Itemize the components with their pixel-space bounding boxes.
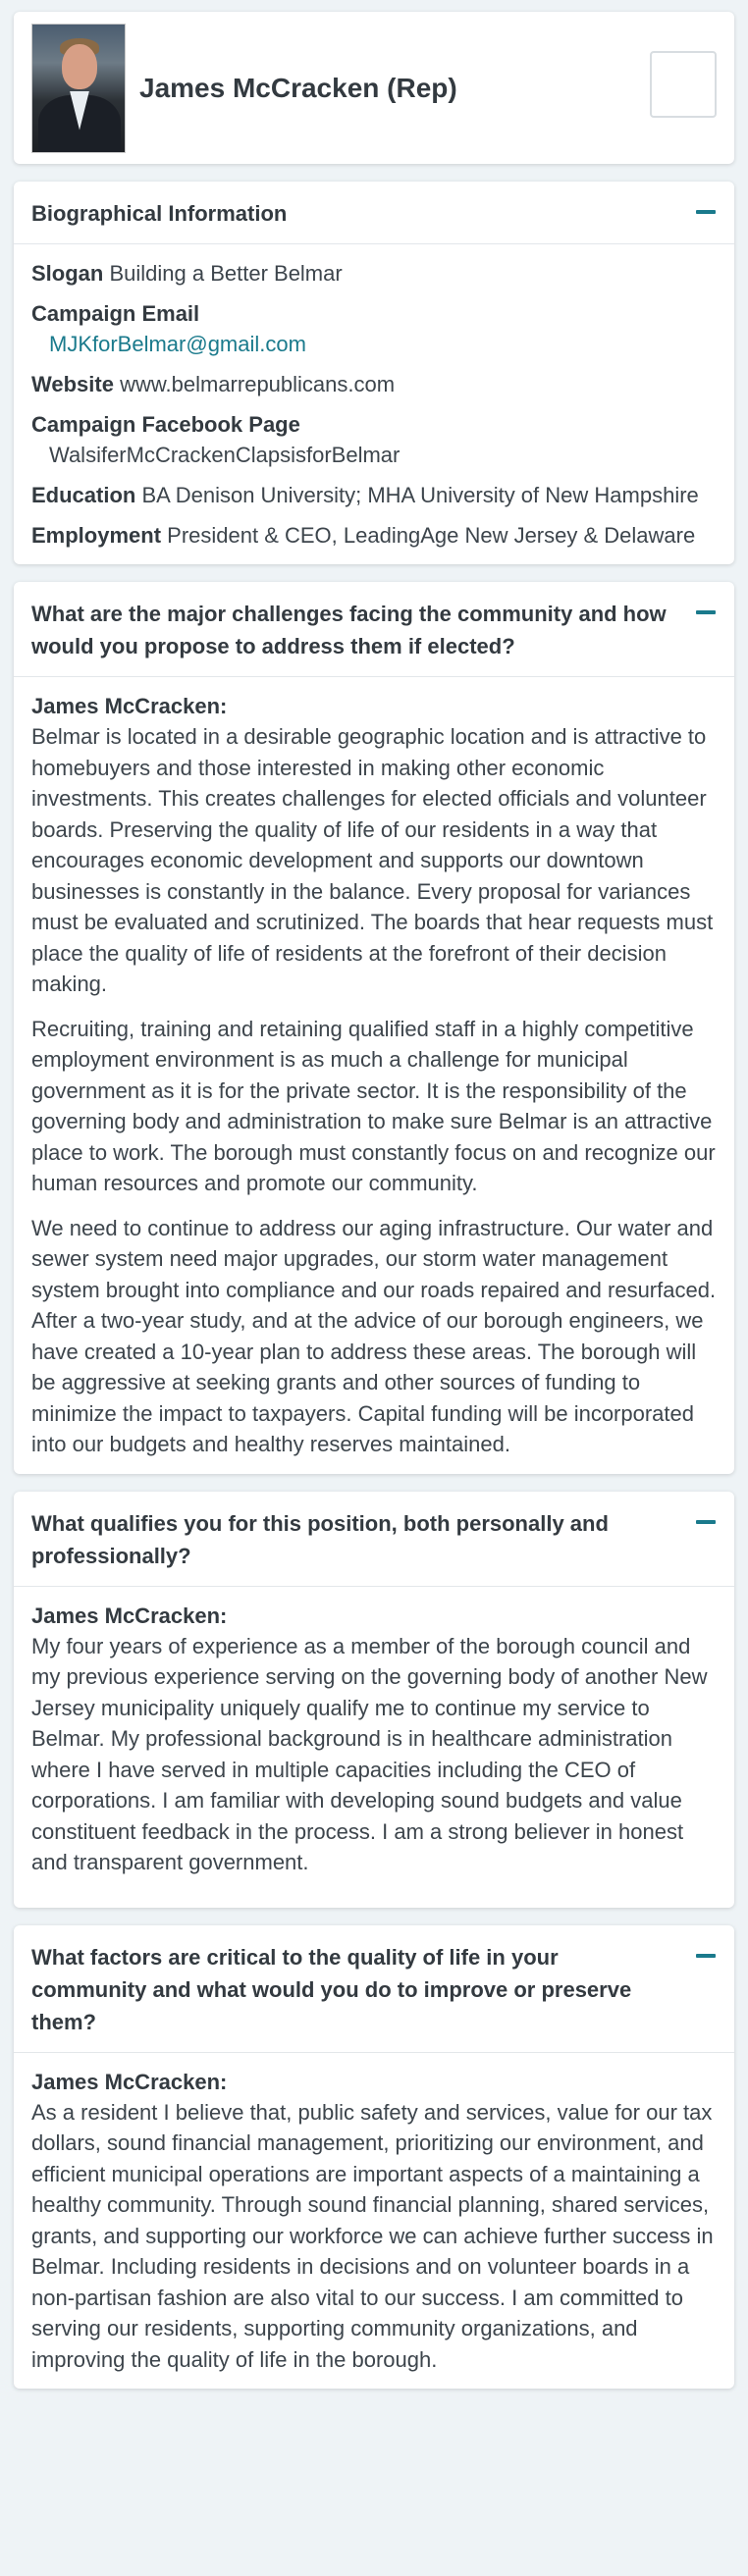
bio-row-slogan	[31, 258, 717, 289]
candidate-photo	[31, 24, 126, 153]
question-title: What factors are critical to the quality of life in your community and what would you do to improve or preserve them?	[31, 1944, 632, 2034]
candidate-header-card	[14, 12, 734, 164]
bio-label: Campaign Facebook Page	[31, 412, 300, 437]
bio-section	[14, 182, 734, 564]
bio-section-header[interactable]	[14, 182, 734, 244]
question-answer	[14, 2053, 734, 2390]
answer-author: James McCracken:	[31, 2069, 228, 2094]
bio-row-facebook	[31, 409, 717, 470]
bio-label: Education	[31, 483, 136, 507]
bio-value: WalsiferMcCrackenClapsisforBelmar	[49, 443, 401, 467]
bio-value: President & CEO, LeadingAge New Jersey & Delaware	[167, 523, 696, 548]
answer-paragraph: We need to continue to address our aging infrastructure. Our water and sewer system need major upgrades, our storm water management system brought into compliance and our roads repaired and resurfaced. After a two-year study, and at the advice of our borough engineers, we have created a 10-year plan to address these areas. The borough will be aggressive at seeking grants and other sources of funding to minimize the impact to taxpayers. Capital funding will be incorporated into our budgets and healthy reserves maintained.	[31, 1215, 717, 1456]
collapse-minus-icon[interactable]	[695, 1511, 717, 1533]
bio-row-website	[31, 369, 717, 399]
question-section	[14, 1925, 734, 2390]
answer-paragraph: Belmar is located in a desirable geographic location and is attractive to homebuyers and those interested in making other economic investments. This creates challenges for elected officials and volunteer boards. Preserving the quality of life of our residents in a way that encourages economic development and supports our downtown businesses is constantly in the balance. Every proposal for variances must be evaluated and scrutinized. The boards that hear requests must place the quality of life of residents at the forefront of their decision making.	[31, 724, 714, 996]
answer-author: James McCracken:	[31, 1603, 228, 1628]
bio-row-campaign-email	[31, 298, 717, 359]
bio-label: Employment	[31, 523, 162, 548]
bio-label: Campaign Email	[31, 301, 200, 326]
question-section	[14, 1492, 734, 1908]
bio-label: Slogan	[31, 261, 104, 286]
candidate-name: James McCracken (Rep)	[139, 72, 457, 103]
bio-label: Website	[31, 372, 114, 396]
bio-section-body	[14, 244, 734, 564]
question-header[interactable]	[14, 582, 734, 677]
bio-value: www.belmarrepublicans.com	[120, 372, 396, 396]
section-title: Biographical Information	[31, 201, 288, 226]
question-header[interactable]	[14, 1925, 734, 2053]
campaign-email-link[interactable]: MJKforBelmar@gmail.com	[49, 332, 306, 356]
answer-paragraph: My four years of experience as a member of the borough council and my previous experience serving on the governing body of another New Jersey municipality uniquely qualify me to continue my service to Belmar. My professional background is in healthcare administration where I have served in multiple capacities including the CEO of corporations. I am familiar with developing sound budgets and value constituent feedback in the process. I am a strong believer in honest and transparent government.	[31, 1633, 708, 1874]
answer-paragraph: As a resident I believe that, public safety and services, value for our tax dollars, sound financial management, prioritizing our environment, and efficient municipal operations are important aspects of a maintaining a healthy community. Through sound financial planning, shared services, grants, and supporting our workforce we can achieve further success in Belmar. Including residents in decisions and on volunteer boards in a non-partisan fashion are also vital to our success. I am committed to serving our residents, supporting community organizations, and improving the quality of life in the borough.	[31, 2099, 714, 2372]
question-title: What are the major challenges facing the community and how would you propose to address them if elected?	[31, 602, 667, 658]
question-title: What qualifies you for this position, both personally and professionally?	[31, 1510, 609, 1568]
collapse-minus-icon[interactable]	[695, 201, 717, 223]
bio-row-education	[31, 480, 717, 510]
question-answer	[14, 677, 734, 1474]
question-section	[14, 582, 734, 1474]
bio-row-employment	[31, 520, 717, 551]
collapse-minus-icon[interactable]	[695, 602, 717, 623]
answer-author: James McCracken:	[31, 694, 228, 718]
bio-value: BA Denison University; MHA University of New Hampshire	[141, 483, 699, 507]
bio-value: Building a Better Belmar	[109, 261, 343, 286]
question-answer	[14, 1587, 734, 1908]
answer-paragraph: Recruiting, training and retaining qualified staff in a highly competitive employment environment is as much a challenge for municipal government as it is for the private sector. It is the responsibility of the governing body and administration to make sure Belmar is an attractive place to work. The borough must constantly focus on and recognize our human resources and promote our community.	[31, 1016, 716, 1195]
question-header[interactable]	[14, 1492, 734, 1587]
compare-checkbox[interactable]	[650, 51, 717, 118]
collapse-minus-icon[interactable]	[695, 1945, 717, 1967]
